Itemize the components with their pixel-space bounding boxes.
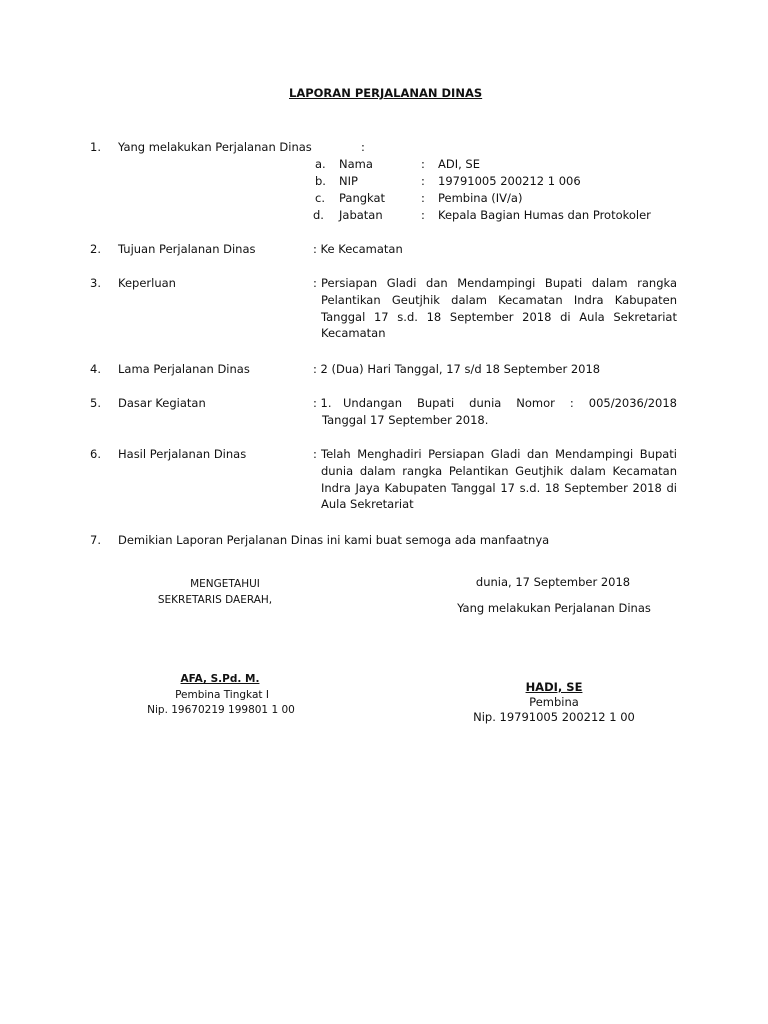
item-number-4: 4. [90,362,101,376]
item3-colon: : [313,276,317,290]
item4-value: : 2 (Dua) Hari Tanggal, 17 s/d 18 September 2018 [313,362,601,376]
item-number-7: 7. [90,533,101,547]
item1-colon: : [361,140,365,154]
item-number-1: 1. [90,140,101,154]
left-sign-name: AFA, S.Pd. M. [180,673,260,685]
item-number-6: 6. [90,447,101,461]
row-c-letter: c. [315,191,325,205]
row-b-value: 19791005 200212 1 006 [438,174,581,188]
row-a-letter: a. [315,157,326,171]
item-number-5: 5. [90,396,101,410]
row-c-field: Pangkat [339,191,386,205]
row-d-colon: : [421,208,425,222]
item2-value: : Ke Kecamatan [313,242,403,256]
left-sign-heading: MENGETAHUI [190,578,260,590]
item5-colon: : 1. [313,396,332,410]
row-a-colon: : [421,157,425,171]
item-number-2: 2. [90,242,101,256]
item5-value: Undangan Bupati dunia Nomor : 005/2036/2018 [343,396,677,410]
document-title: LAPORAN PERJALANAN DINAS [289,86,483,100]
item-number-3: 3. [90,276,101,290]
right-sign-date: dunia, 17 September 2018 [475,575,631,589]
left-sign-nip: Nip. 19670219 199801 1 00 [147,704,295,716]
row-c-colon: : [421,191,425,205]
item5-label: Dasar Kegiatan [118,396,206,410]
right-sign-rank: Pembina [529,695,579,709]
item6-value: Telah Menghadiri Persiapan Gladi dan Mendampingi Bupati dunia dalam rangka Pelantikan Geutjhik dalam Kecamatan Indra Jaya Kabupaten Tanggal 17 s.d. 18 September 2018 di Aula Sekretariat [321,447,677,512]
left-sign-rank: Pembina Tingkat I [175,689,269,701]
item1-label: Yang melakukan Perjalanan Dinas [118,140,312,154]
row-c-value: Pembina (IV/a) [438,191,523,205]
item2-label: Tujuan Perjalanan Dinas [118,242,256,256]
row-d-value: Kepala Bagian Humas dan Protokoler [438,208,651,222]
right-sign-nip: Nip. 19791005 200212 1 00 [473,710,635,724]
row-b-letter: b. [315,174,326,188]
row-b-colon: : [421,174,425,188]
item3-value: Persiapan Gladi dan Mendampingi Bupati dalam rangka Pelantikan Geutjhik dalam Kecamatan Indra Kabupaten Tanggal 17 s.d. 18 September 2018 di Aula Sekretariat Kecamatan [321,276,677,341]
item4-label: Lama Perjalanan Dinas [118,362,250,376]
item6-colon: : [313,447,317,461]
row-d-field: Jabatan [339,208,383,222]
item7-label: Demikian Laporan Perjalanan Dinas ini kami buat semoga ada manfaatnya [118,533,550,547]
right-sign-name: HADI, SE [525,680,583,694]
left-sign-role: SEKRETARIS DAERAH, [157,594,273,606]
item5-value-2: Tanggal 17 September 2018. [322,413,489,427]
item6-label: Hasil Perjalanan Dinas [118,447,247,461]
item3-label: Keperluan [118,276,176,290]
right-sign-role: Yang melakukan Perjalanan Dinas [457,601,651,615]
row-a-value: ADI, SE [438,157,480,171]
row-d-letter: d. [313,208,324,222]
row-a-field: Nama [339,157,373,171]
row-b-field: NIP [339,174,358,188]
